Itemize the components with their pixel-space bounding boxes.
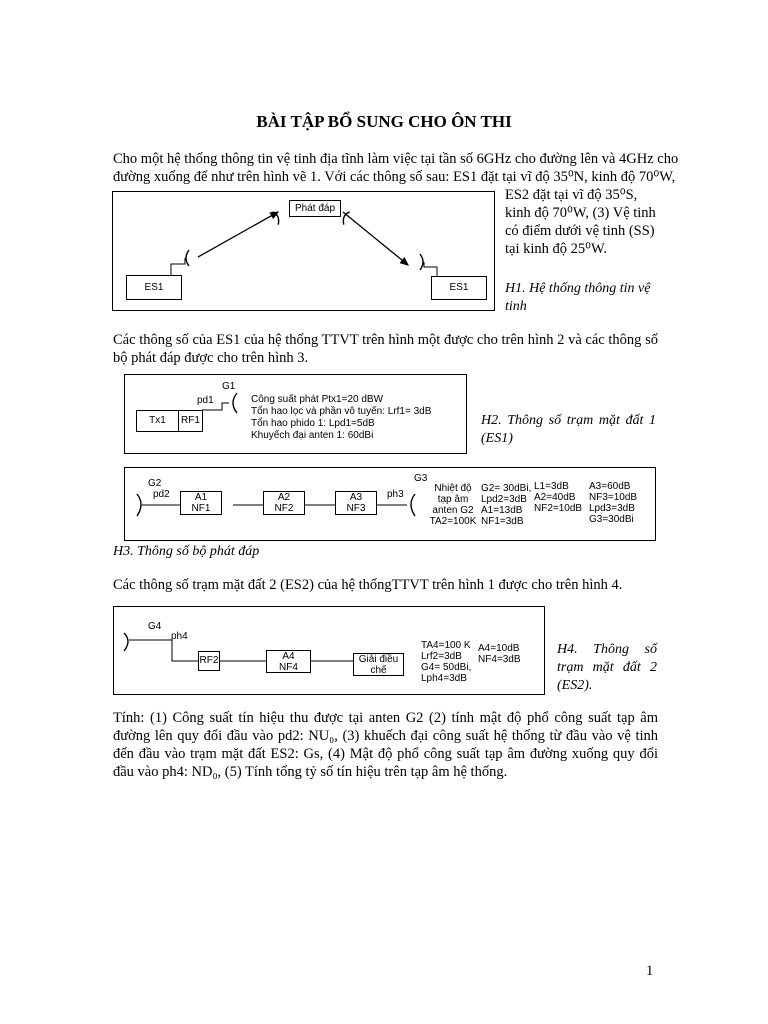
- amp-a3-label: A3: [349, 492, 363, 503]
- fig3-col-3: [589, 481, 637, 525]
- figure-2-caption: H2. Thông số trạm mặt đất 1 (ES1): [481, 413, 656, 446]
- fig3-col1-line-2: Lpd2=3dB: [481, 494, 527, 505]
- fig4-col2-line-1: A4=10dB: [478, 643, 520, 654]
- noise-line-4: TA2=100K: [429, 516, 477, 527]
- page-title: BÀI TẬP BỔ SUNG CHO ÔN THI: [256, 112, 512, 131]
- fig2-param-2: Tổn hao lọc và phần vô tuyến: Lrf1= 3dB: [251, 406, 432, 417]
- fig3-col3-line-1: A3=60dB: [589, 481, 631, 492]
- es1-left-box: ES1: [126, 275, 182, 300]
- fig2-param-3: Tổn hao phido 1: Lpd1=5dB: [251, 418, 375, 429]
- noise-line-1: Nhiệt độ: [434, 483, 472, 494]
- intro-line-2: đường xuống để như trên hình vẽ 1. Với các thông số sau: ES1 đặt tại vĩ độ 35⁰N, kinh độ 70⁰W,: [113, 169, 676, 185]
- fig4-col1-line-4: Lph4=3dB: [421, 673, 467, 684]
- amp-a3-box: [335, 491, 377, 515]
- fig2-param-4: Khuyếch đại anten 1: 60dBi: [251, 430, 374, 441]
- figure-2-frame: [124, 374, 467, 454]
- demod-line-1: Giải điều: [358, 654, 399, 665]
- fig3-col1-line-4: NF1=3dB: [481, 516, 524, 527]
- figure-3-frame: [124, 467, 656, 541]
- intro-line-1: Cho một hệ thống thông tin vệ tinh địa tĩnh làm việc tại tần số 6GHz cho đường lên và 4GHz cho: [113, 151, 679, 167]
- figure-3-caption: H3. Thông số bộ phát đáp: [113, 544, 260, 559]
- figure-4-caption: H4. Thông số trạm mặt đất 2 (ES2).: [557, 642, 657, 693]
- fig3-col3-line-3: Lpd3=3dB: [589, 503, 635, 514]
- fig2-param-1: Công suất phát Ptx1=20 dBW: [251, 394, 384, 405]
- task-paragraph: Tính: (1) Công suất tín hiệu thu được tại anten G2 (2) tính mật độ phổ công suất tạp âm đường lên quy đổi đầu vào pd2: NU₀, (3) khuếch đại công suất hệ thống từ đầu vào vệ tinh đến đầu vào trạm mặt đất ES2: Gs, (4) Mật độ phổ công suất tạp âm đường xuống quy đổi đầu vào ph4: ND₀, (5) Tính tổng tỷ số tín hiệu trên tạp âm hệ thống.: [113, 710, 658, 780]
- fig4-col1-line-2: Lrf2=3dB: [421, 651, 462, 662]
- amp-nf3-label: NF3: [346, 503, 366, 514]
- g1-label: G1: [222, 381, 236, 392]
- noise-temp-block: [428, 483, 478, 527]
- intro-right-2: kinh độ 70⁰W, (3) Vệ tinh: [505, 205, 656, 221]
- es1-right-box: ES1: [431, 276, 487, 300]
- fig3-col-1: [481, 483, 531, 527]
- demod-line-2: chế: [370, 665, 387, 676]
- fig3-col3-line-4: G3=30dBi: [589, 514, 634, 525]
- fig3-col1-line-3: A1=13dB: [481, 505, 523, 516]
- fig4-col-1: [421, 640, 471, 684]
- demodulator-box: [353, 653, 404, 676]
- fig3-col1-line-1: G2= 30dBi,: [481, 483, 532, 494]
- fig3-col2-line-3: NF2=10dB: [534, 503, 583, 514]
- paragraph-2: Các thông số của ES1 của hệ thống TTVT trên hình một được cho trên hình 2 và các thông số bộ phát đáp được cho trên hình 3.: [113, 332, 658, 366]
- amp-a4-label: A4: [282, 651, 295, 662]
- g2-label: G2: [148, 478, 162, 489]
- amp-nf4-label: NF4: [279, 662, 298, 673]
- page-number: 1: [646, 963, 654, 979]
- amp-a2-box: [263, 491, 305, 515]
- rf1-box: RF1: [178, 410, 203, 432]
- noise-line-3: anten G2: [432, 505, 474, 516]
- transponder-box: Phát đáp: [289, 200, 341, 217]
- fig3-col-2: [534, 481, 582, 514]
- g3-label: G3: [414, 473, 428, 484]
- paragraph-3: Các thông số trạm mặt đất 2 (ES2) của hệ thốngTTVT trên hình 1 được cho trên hình 4.: [113, 577, 623, 593]
- amp-a1-box: [180, 491, 222, 515]
- fig3-col3-line-2: NF3=10dB: [589, 492, 638, 503]
- pd1-label: pd1: [197, 395, 214, 406]
- fig3-col2-line-2: A2=40dB: [534, 492, 576, 503]
- fig3-col2-line-1: L1=3dB: [534, 481, 569, 492]
- figure-1-frame: [112, 191, 495, 311]
- figure-1-caption: H1. Hệ thống thông tin vệ tinh: [505, 281, 651, 314]
- amp-a1-label: A1: [194, 492, 208, 503]
- intro-right-4: tại kinh độ 25⁰W.: [505, 241, 607, 257]
- ph4-label: ph4: [171, 631, 188, 642]
- intro-right-3: có điểm dưới vệ tinh (SS): [505, 223, 655, 239]
- pd2-label: pd2: [153, 489, 170, 500]
- fig4-col-2: [478, 643, 521, 665]
- rf2-box: RF2: [198, 651, 220, 671]
- fig4-col1-line-3: G4= 50dBi,: [421, 662, 472, 673]
- amp-a4-box: [266, 650, 311, 673]
- amp-a2-label: A2: [277, 492, 291, 503]
- g4-label: G4: [148, 621, 162, 632]
- tx1-box: Tx1: [136, 410, 179, 432]
- intro-right-1: ES2 đặt tại vĩ độ 35⁰S,: [505, 187, 638, 203]
- fig4-col1-line-1: TA4=100 K: [421, 640, 471, 651]
- amp-nf1-label: NF1: [191, 503, 211, 514]
- noise-line-2: tạp âm: [437, 494, 469, 505]
- amp-nf2-label: NF2: [274, 503, 294, 514]
- ph3-label: ph3: [387, 489, 404, 500]
- fig4-col2-line-2: NF4=3dB: [478, 654, 521, 665]
- figure-4-frame: [113, 606, 545, 695]
